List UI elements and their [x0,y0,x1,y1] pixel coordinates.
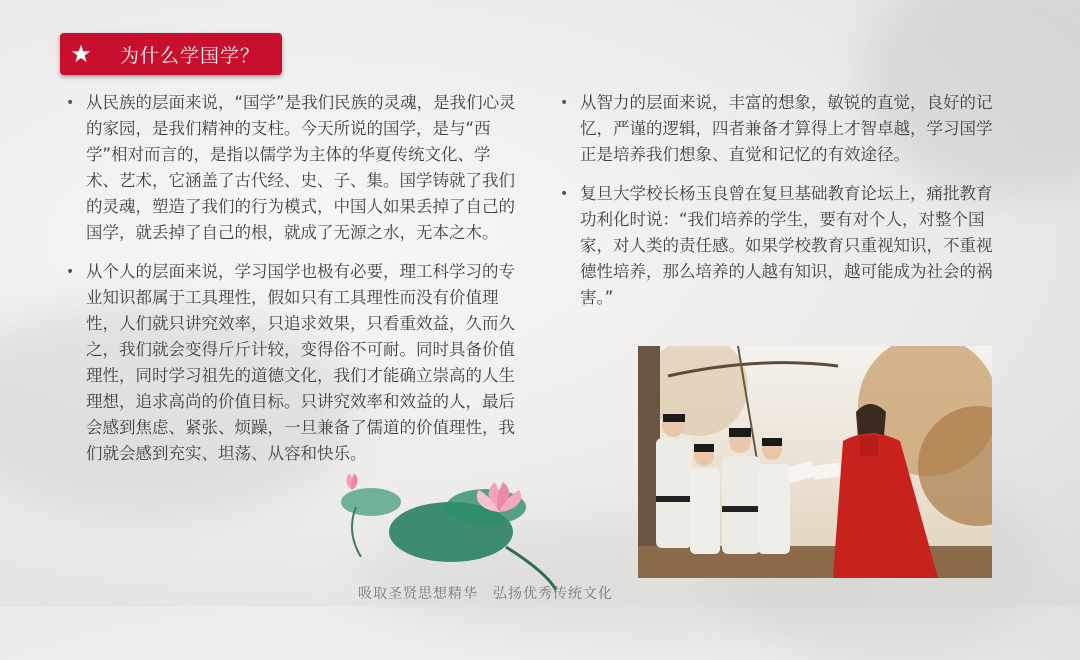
students-photo [638,346,992,578]
page-title: 为什么学国学？ [120,44,261,67]
bullet-dot-icon: • [66,95,75,111]
footer-tagline: 吸取圣贤思想精华 弘扬优秀传统文化 [358,586,613,602]
bullet-dot-icon: • [560,186,569,202]
lotus-decoration [316,462,566,592]
bullet-text: 从个人的层面来说，学习国学也极有必要，理工科学习的专业知识都属于工具理性，假如只有工具理性而没有价值理性，人们就只讲究效率，只追求效果，只看重效益，久而久之，我们就会变得斤斤计较，变得俗不可耐。同时具备价值理性，同时学习祖先的道德文化，我们才能确立崇高的人生理想，追求高尚的价值目标。只讲究效率和效益的人，最后会感到焦虑、紧张、烦躁，一旦兼备了儒道的价值理性，我们就会感到充实、坦荡、从容和快乐。 [86,262,515,463]
bullet-item [66,259,518,467]
bullet-dot-icon: • [66,264,75,280]
bullet-item [560,90,1008,168]
bullet-text: 从民族的层面来说，“国学”是我们民族的灵魂，是我们心灵的家园，是我们精神的支柱。今天所说的国学，是与“西学”相对而言的，是指以儒学为主体的华夏传统文化、学术、艺术，它涵盖了古代经、史、子、集。国学铸就了我们的灵魂，塑造了我们的行为模式，中国人如果丢掉了自己的国学，就丢掉了自己的根，就成了无源之水，无本之木。 [86,93,516,242]
bullet-text: 从智力的层面来说，丰富的想象，敏锐的直觉，良好的记忆，严谨的逻辑，四者兼备才算得上才智卓越，学习国学正是培养我们想象、直觉和记忆的有效途径。 [580,93,993,164]
right-column [560,90,1008,324]
bullet-item [66,90,518,246]
bullet-dot-icon: • [560,95,569,111]
bullet-text: 复旦大学校长杨玉良曾在复旦基础教育论坛上，痛批教育功利化时说：“我们培养的学生，要有对个人，对整个国家，对人类的责任感。如果学校教育只重视知识，不重视德性培养，那么培养的人越有知识，越可能成为社会的祸害。” [580,184,993,307]
title-banner [60,33,282,75]
star-icon: ★ [70,40,92,68]
bullet-item [560,181,1008,311]
left-column [66,90,518,480]
